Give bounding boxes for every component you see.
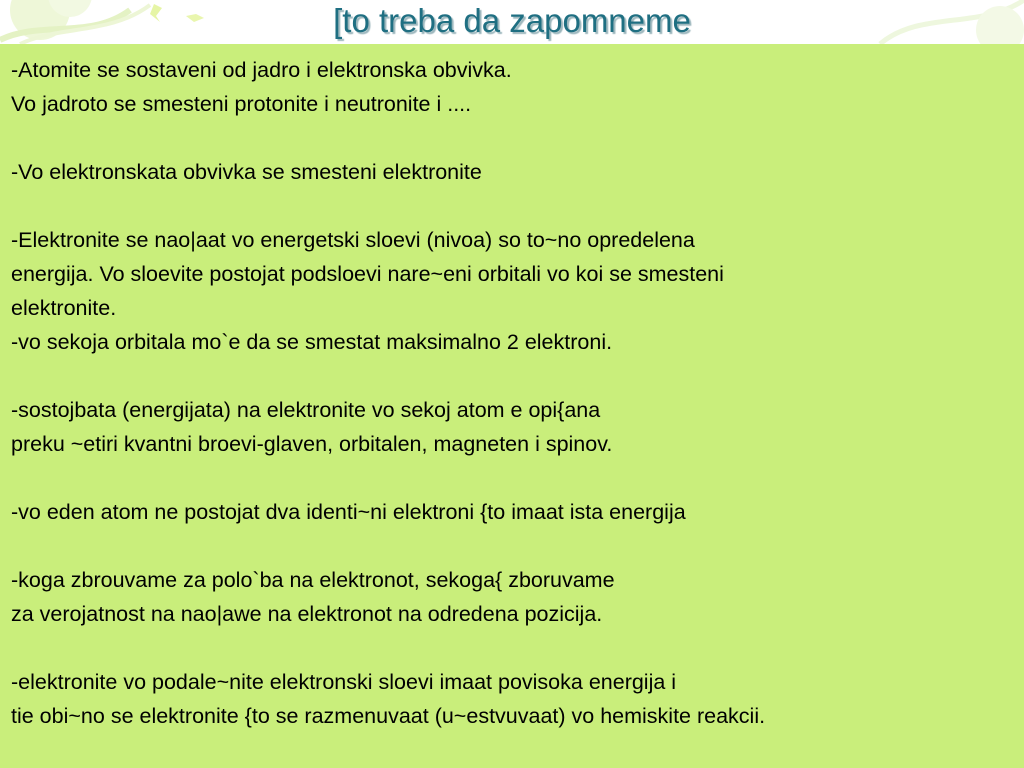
- body-line-blank: [11, 189, 1016, 223]
- body-line: elektronite.: [11, 296, 117, 320]
- body-line: tie obi~no se elektronite {to se razmenuvaat (u~estvuvaat) vo hemiskite reakcii.: [11, 704, 766, 728]
- body-line: -koga zbrouvame za polo`ba na elektronot, sekoga{ zboruvame: [11, 568, 615, 592]
- body-line: -Elektronite se nao|aat vo energetski sloevi (nivoa) so to~no opredelena: [11, 228, 695, 252]
- body-line: -vo sekoja orbitala mo`e da se smestat maksimalno 2 elektroni.: [11, 330, 613, 354]
- body-line: Vo jadroto se smesteni protonite i neutronite i ....: [11, 92, 472, 116]
- body-line: -sostojbata (energijata) na elektronite vo sekoj atom e opi{ana: [11, 398, 601, 422]
- body-line: za verojatnost na nao|awe na elektronot na odredena pozicija.: [11, 602, 603, 626]
- body-line-blank: [11, 461, 1016, 495]
- body-line: preku ~etiri kvantni broevi-glaven, orbitalen, magneten i spinov.: [11, 432, 613, 456]
- body-line: -elektronite vo podale~nite elektronski sloevi imaat povisoka energija i: [11, 670, 677, 694]
- body-line: energija. Vo sloevite postojat podsloevi nare~eni orbitali vo koi se smesteni: [11, 262, 724, 286]
- body-line-blank: [11, 529, 1016, 563]
- slide-title: [to treba da zapomneme: [333, 2, 691, 39]
- slide-body-text: [11, 53, 1016, 733]
- body-line-blank: [11, 359, 1016, 393]
- body-line: -Atomite se sostaveni od jadro i elektronska obvivka.: [11, 58, 512, 82]
- body-line-blank: [11, 121, 1016, 155]
- slide-content-area: [0, 44, 1024, 768]
- body-line: -vo eden atom ne postojat dva identi~ni elektroni {to imaat ista energija: [11, 500, 686, 524]
- body-line: -Vo elektronskata obvivka se smesteni elektronite: [11, 160, 482, 184]
- body-line-blank: [11, 631, 1016, 665]
- slide-header: [0, 0, 1024, 44]
